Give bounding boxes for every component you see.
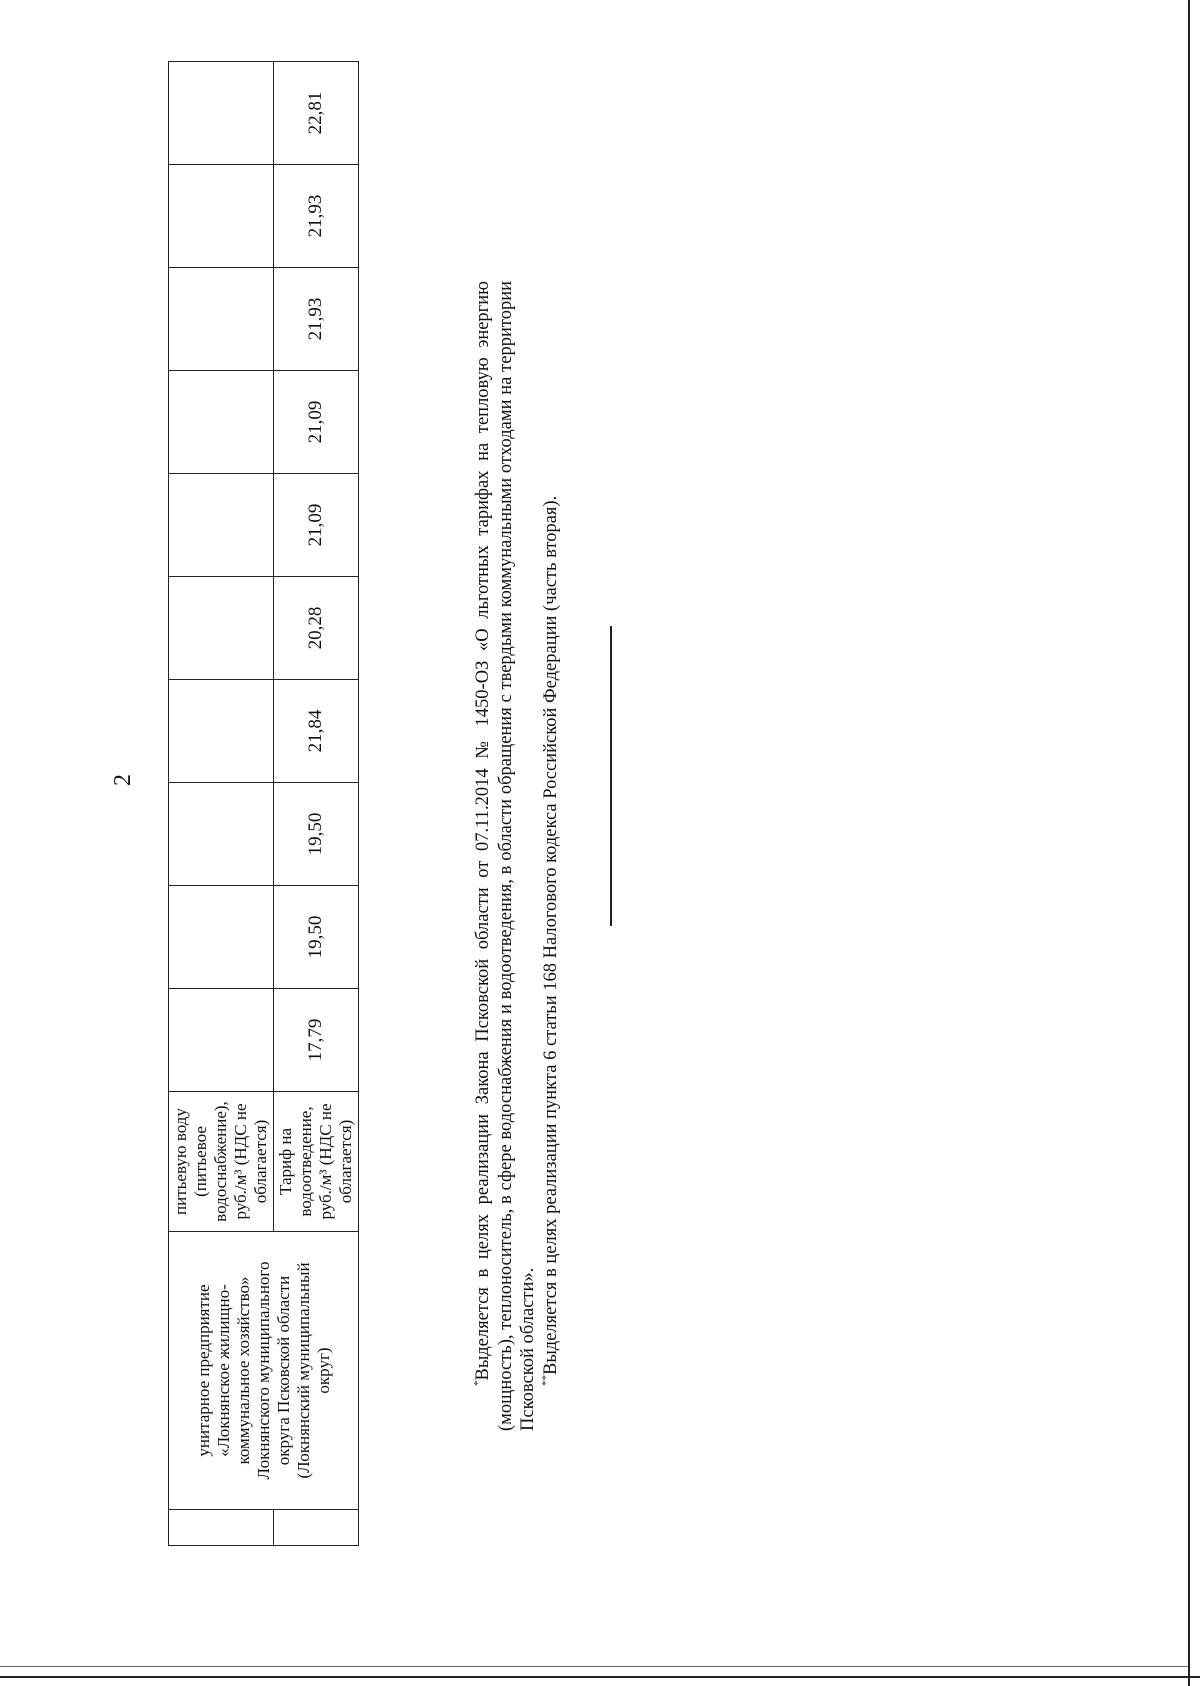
footnotes xyxy=(472,281,562,1431)
value-cell: 21,09 xyxy=(274,371,359,474)
tariff-type-cell: Тариф на водоотведение, руб./м³ (НДС не облагается) xyxy=(274,1092,359,1232)
value-cell: 21,93 xyxy=(274,165,359,268)
table-cell xyxy=(169,577,274,680)
value-cell: 19,50 xyxy=(274,886,359,989)
footnote-marker-1: * xyxy=(471,1380,484,1386)
value-cell: 21,09 xyxy=(274,474,359,577)
footnote-2 xyxy=(540,281,563,1431)
footnote-1-text: Выделяется в целях реализации Закона Псковской области от 07.11.2014 № 1450-ОЗ «О льготных тарифах на тепловую энергию (мощность), теплоноситель, в сфере водоснабжения и водоотведения, в области обращения с твердыми коммунальными отходами на территории Псковской области». xyxy=(473,281,539,1431)
table-cell xyxy=(169,989,274,1092)
value-cell: 21,84 xyxy=(274,680,359,783)
value-cell: 20,28 xyxy=(274,577,359,680)
value-cell: 17,79 xyxy=(274,989,359,1092)
table-cell xyxy=(169,165,274,268)
value-cell: 19,50 xyxy=(274,783,359,886)
table-cell xyxy=(169,371,274,474)
footnote-marker-2: ** xyxy=(539,1375,552,1386)
tariff-table xyxy=(168,61,359,1546)
value-cell: 22,81 xyxy=(274,62,359,165)
tariff-type-cell: питьевую воду (питьевое водоснабжение), руб./м³ (НДС не облагается) xyxy=(169,1092,274,1232)
table-cell xyxy=(169,474,274,577)
page-number: 2 xyxy=(110,774,136,786)
table-cell-empty xyxy=(274,1510,359,1546)
table-cell xyxy=(169,886,274,989)
organization-cell: унитарное предприятие «Локнянское жилищно-коммунальное хозяйство» Локнянского муниципального округа Псковской области (Локнянский муниципальный округ) xyxy=(169,1232,359,1510)
table-cell xyxy=(169,680,274,783)
value-cell: 21,93 xyxy=(274,268,359,371)
table-cell xyxy=(169,268,274,371)
table-cell-empty xyxy=(169,1510,274,1546)
footnote-2-text: Выделяется в целях реализации пункта 6 статьи 168 Налогового кодекса Российской Федерации (часть вторая). xyxy=(540,495,561,1375)
separator-line xyxy=(610,626,612,926)
table-row-top xyxy=(169,62,274,1546)
footnote-1 xyxy=(472,281,540,1431)
table-cell xyxy=(169,62,274,165)
table-cell xyxy=(169,783,274,886)
